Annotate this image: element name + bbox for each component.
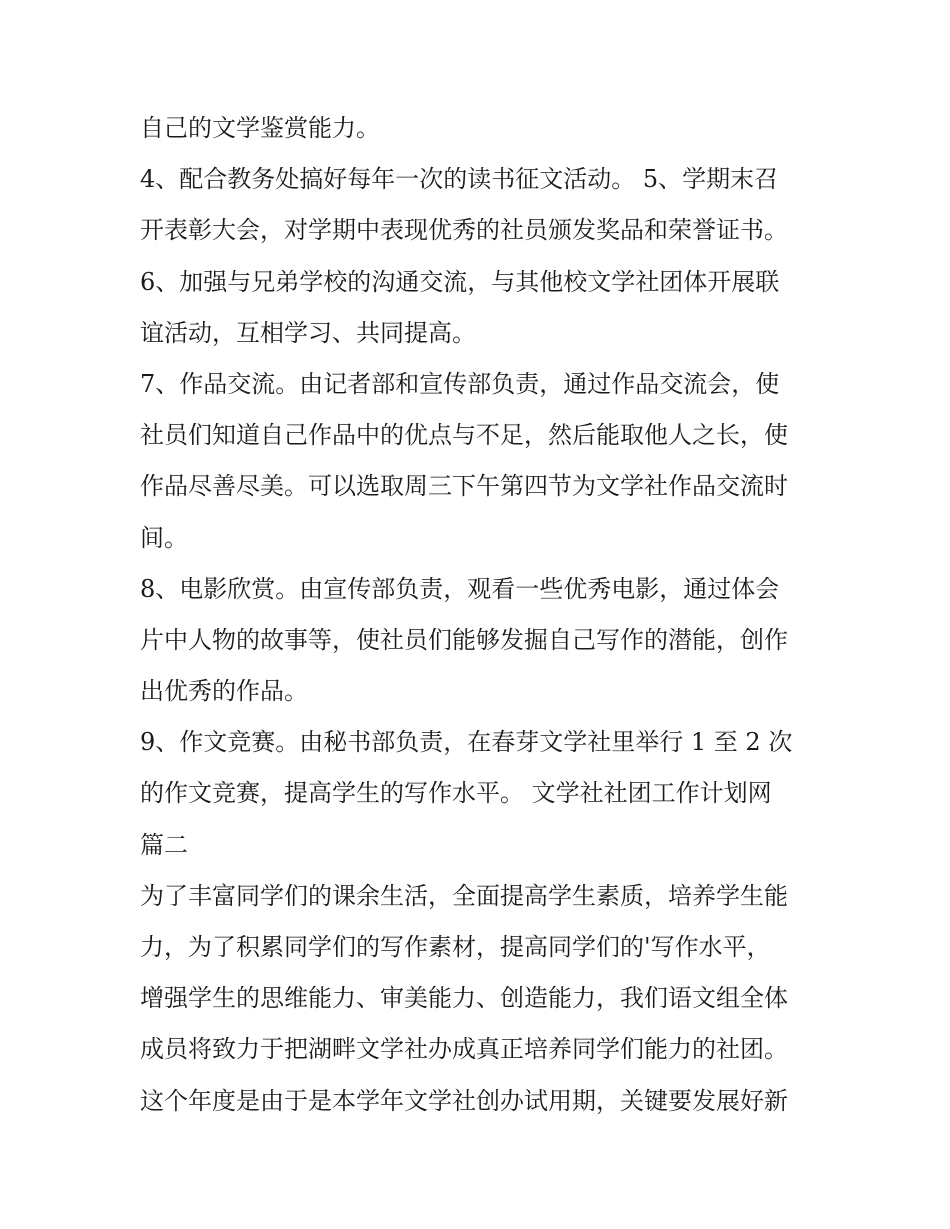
- text-line: 7、作品交流。由记者部和宣传部负责，通过作品交流会，使: [140, 369, 780, 398]
- text-line: 这个年度是由于是本学年文学社创办试用期，关键要发展好新: [140, 1086, 788, 1115]
- text-line: 谊活动，互相学习、共同提高。: [140, 318, 476, 347]
- text-line: 社员们知道自己作品中的优点与不足，然后能取他人之长，使: [140, 421, 788, 450]
- text-line: 力，为了积累同学们的写作素材，提高同学们的'写作水平，: [140, 933, 771, 961]
- text-line: 出优秀的作品。: [140, 677, 308, 706]
- text-line: 自己的文学鉴赏能力。: [140, 114, 380, 142]
- text-line: 片中人物的故事等，使社员们能够发掘自己写作的潜能，创作: [140, 625, 788, 654]
- text-line: 成员将致力于把湖畔文学社办成真正培养同学们能力的社团。: [140, 1035, 788, 1064]
- text-line: 4、配合教务处搞好每年一次的读书征文活动。 5、学期末召: [140, 165, 779, 194]
- text-line: 开表彰大会，对学期中表现优秀的社员颁发奖品和荣誉证书。: [140, 216, 788, 245]
- text-line: 的作文竞赛，提高学生的写作水平。 文学社社团工作计划网: [140, 779, 772, 808]
- text-line: 增强学生的思维能力、审美能力、创造能力，我们语文组全体: [140, 984, 788, 1013]
- body-text: [140, 103, 820, 1127]
- text-line: 9、作文竞赛。由秘书部负责，在春芽文学社里举行 1 至 2 次: [140, 728, 793, 757]
- text-line: 6、加强与兄弟学校的沟通交流，与其他校文学社团体开展联: [140, 267, 780, 296]
- section-heading: 篇二: [140, 830, 188, 859]
- text-line: 8、电影欣赏。由宣传部负责，观看一些优秀电影，通过体会: [140, 574, 780, 603]
- text-line: 作品尽善尽美。可以选取周三下午第四节为文学社作品交流时: [140, 472, 788, 501]
- text-line: 为了丰富同学们的课余生活，全面提高学生素质，培养学生能: [140, 881, 788, 910]
- text-line: 间。: [140, 523, 188, 552]
